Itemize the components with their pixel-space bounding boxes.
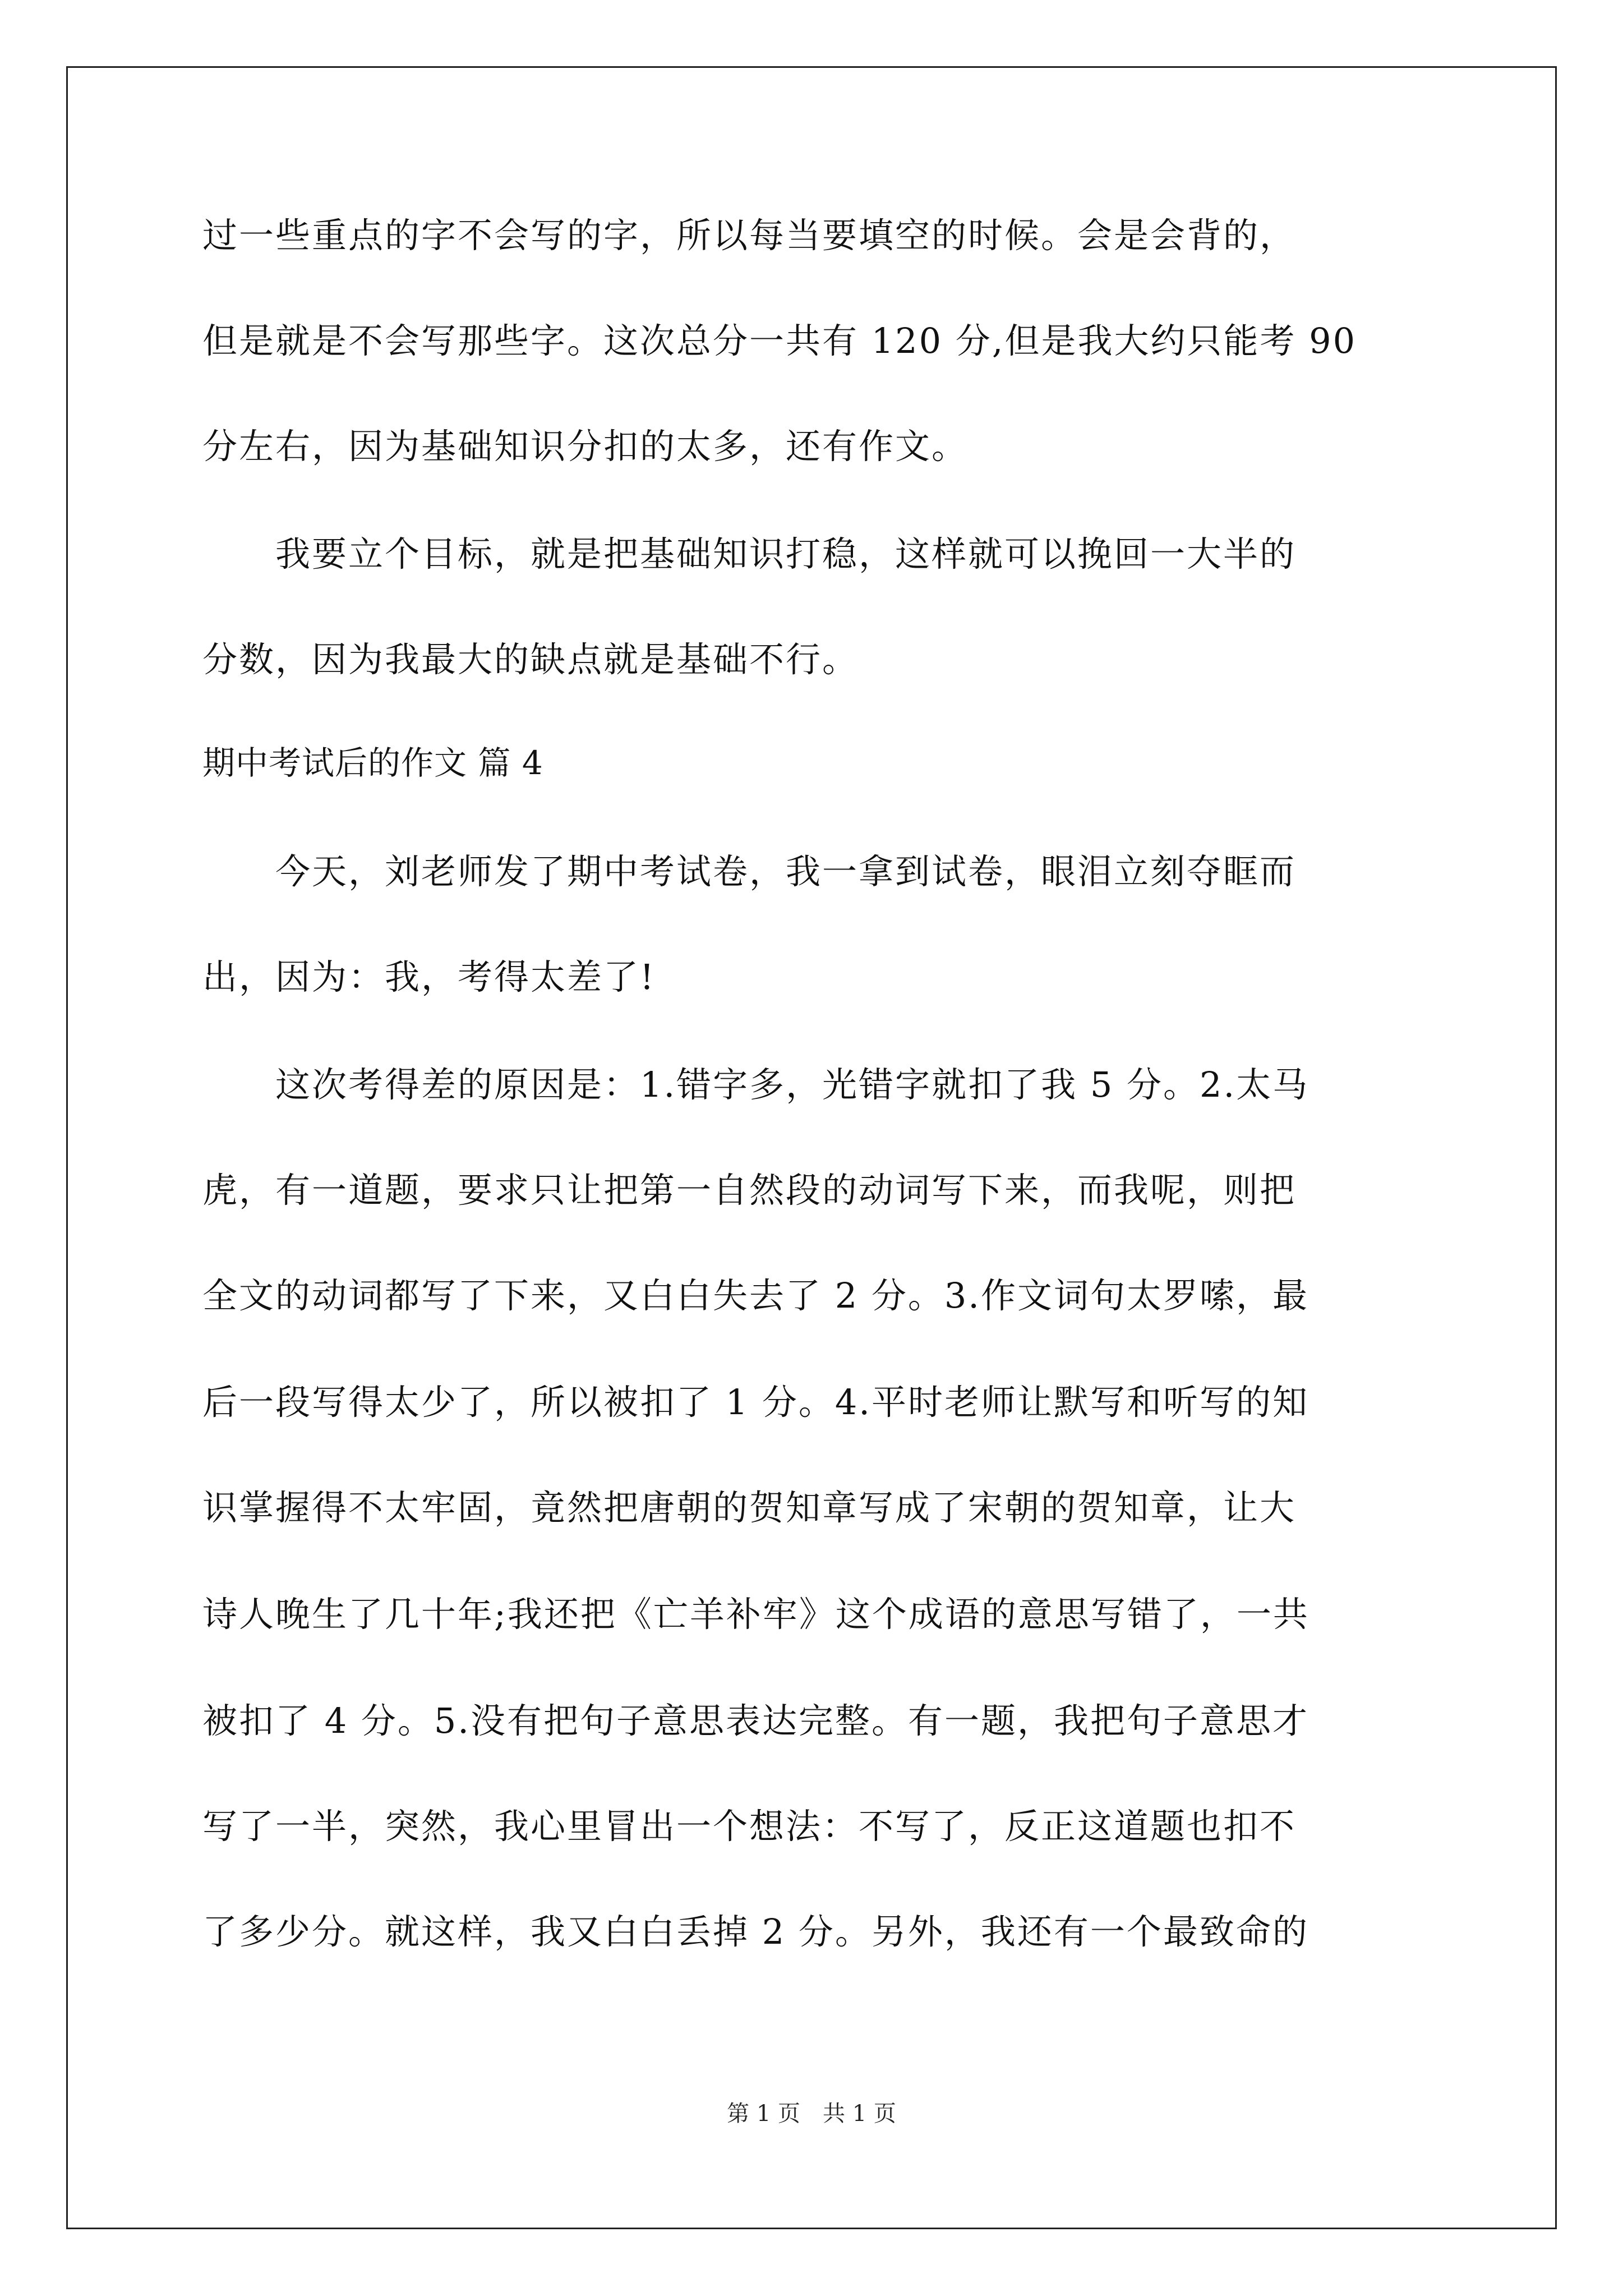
text-line: 识掌握得不太牢固，竟然把唐朝的贺知章写成了宋朝的贺知章，让大 (202, 1487, 1297, 1528)
text-line: 但是就是不会写那些字。这次总分一共有 120 分,但是我大约只能考 90 (202, 320, 1357, 361)
text-line: 全文的动词都写了下来，又白白失去了 2 分。3.作文词句太罗嗦，最 (202, 1275, 1310, 1316)
page-number-footer: 第 1 页 共 1 页 (727, 2101, 896, 2127)
text-line: 了多少分。就这样，我又白白丢掉 2 分。另外，我还有一个最致命的 (202, 1911, 1309, 1952)
text-line: 分数，因为我最大的缺点就是基础不行。 (202, 639, 859, 680)
text-line: 被扣了 4 分。5.没有把句子意思表达完整。有一题，我把句子意思才 (202, 1700, 1310, 1741)
text-line: 我要立个目标，就是把基础知识打稳，这样就可以挽回一大半的 (202, 533, 1297, 574)
text-line: 写了一半，突然，我心里冒出一个想法：不写了，反正这道题也扣不 (202, 1806, 1297, 1847)
text-line: 诗人晚生了几十年;我还把《亡羊补牢》这个成语的意思写错了，一共 (202, 1594, 1310, 1635)
text-line: 过一些重点的字不会写的字，所以每当要填空的时候。会是会背的， (202, 215, 1297, 256)
page-border (66, 66, 1557, 2229)
section-heading: 期中考试后的作文 篇 4 (202, 744, 543, 782)
text-line: 分左右，因为基础知识分扣的太多，还有作文。 (202, 426, 969, 467)
text-line: 今天，刘老师发了期中考试卷，我一拿到试卷，眼泪立刻夺眶而 (202, 851, 1297, 892)
text-line: 后一段写得太少了，所以被扣了 1 分。4.平时老师让默写和听写的知 (202, 1382, 1310, 1423)
text-line: 虎，有一道题，要求只让把第一自然段的动词写下来，而我呢，则把 (202, 1170, 1297, 1211)
text-line: 这次考得差的原因是：1.错字多，光错字就扣了我 5 分。2.太马 (202, 1064, 1310, 1105)
text-line: 出，因为：我，考得太差了! (202, 956, 656, 997)
